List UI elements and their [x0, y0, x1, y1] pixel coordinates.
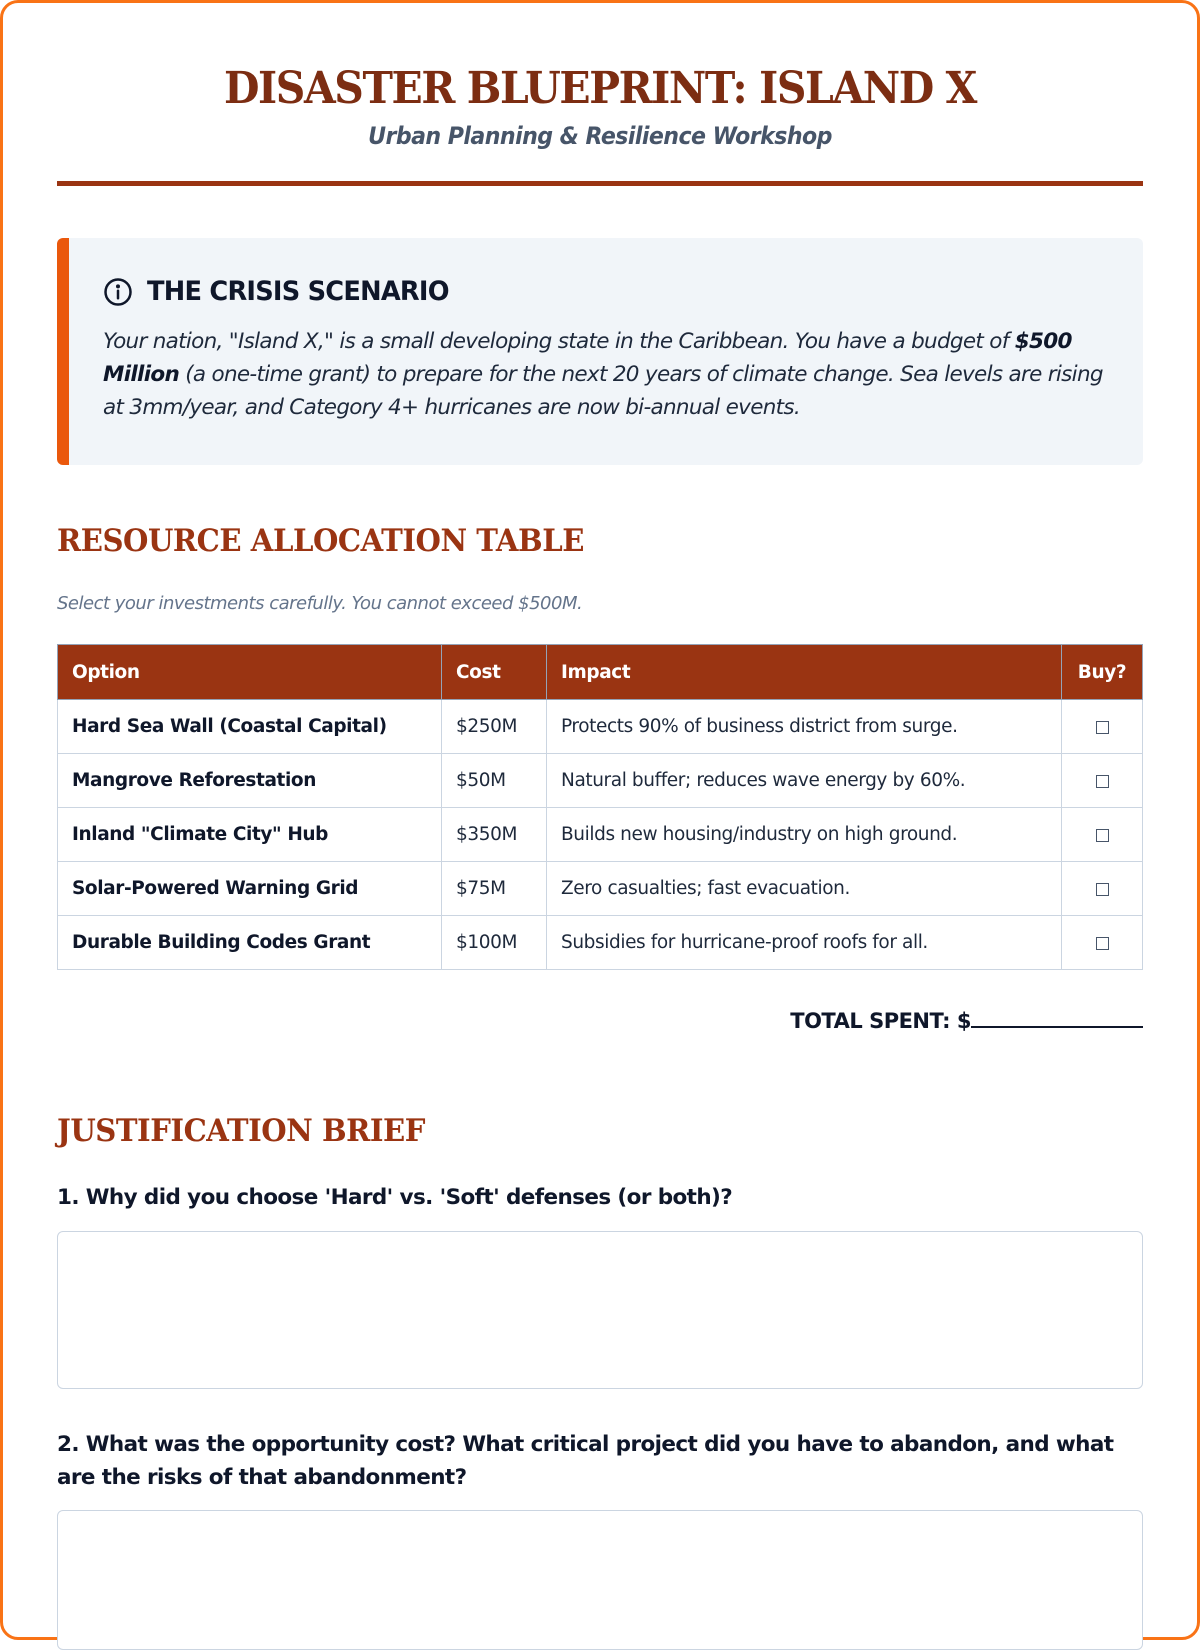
total-spent [57, 1008, 1143, 1033]
option-impact: Subsidies for hurricane-proof roofs for all. [547, 916, 1062, 970]
table-row [58, 808, 1143, 862]
header [57, 3, 1143, 151]
buy-cell [1062, 862, 1143, 916]
crisis-description [103, 325, 1103, 424]
table-header-row [58, 645, 1143, 700]
column-header-option: Option [58, 645, 442, 700]
option-cost: $350M [442, 808, 547, 862]
buy-cell [1062, 808, 1143, 862]
table-row [58, 700, 1143, 754]
crisis-scenario-box [57, 238, 1143, 465]
option-name: Inland "Climate City" Hub [58, 808, 442, 862]
resource-hint: Select your investments carefully. You cannot exceed $500M. [57, 593, 583, 614]
column-header-cost: Cost [442, 645, 547, 700]
crisis-header [103, 276, 1103, 307]
option-name: Hard Sea Wall (Coastal Capital) [58, 700, 442, 754]
question-2-label: 2. What was the opportunity cost? What critical project did you have to abandon, and what are the risks of that abandonment? [57, 1432, 1114, 1490]
column-header-buy: Buy? [1062, 645, 1143, 700]
option-cost: $100M [442, 916, 547, 970]
buy-cell [1062, 754, 1143, 808]
option-impact: Builds new housing/industry on high ground. [547, 808, 1062, 862]
option-cost: $50M [442, 754, 547, 808]
option-impact: Natural buffer; reduces wave energy by 60%. [547, 754, 1062, 808]
justification-section-title: JUSTIFICATION BRIEF [57, 1113, 426, 1149]
crisis-title: THE CRISIS SCENARIO [147, 276, 449, 307]
page-subtitle: Urban Planning & Resilience Workshop [368, 122, 832, 150]
crisis-text-part: (a one-time grant) to prepare for the next 20 years of climate change. Sea levels are rising at 3mm/year, and Category 4+ hurricanes are now bi-annual events. [103, 362, 1103, 420]
option-cost: $75M [442, 862, 547, 916]
resource-allocation-table [57, 644, 1143, 970]
buy-checkbox[interactable] [1096, 721, 1109, 734]
question-1-label: 1. Why did you choose 'Hard' vs. 'Soft' defenses (or both)? [57, 1185, 733, 1210]
table-row [58, 916, 1143, 970]
option-name: Solar-Powered Warning Grid [58, 862, 442, 916]
option-name: Durable Building Codes Grant [58, 916, 442, 970]
option-cost: $250M [442, 700, 547, 754]
buy-checkbox[interactable] [1096, 937, 1109, 950]
option-impact: Zero casualties; fast evacuation. [547, 862, 1062, 916]
buy-checkbox[interactable] [1096, 883, 1109, 896]
buy-cell [1062, 916, 1143, 970]
header-divider [57, 181, 1143, 186]
buy-checkbox[interactable] [1096, 829, 1109, 842]
budget-amount: $500 Million [103, 329, 1072, 387]
resource-section-title: RESOURCE ALLOCATION TABLE [57, 523, 584, 559]
column-header-impact: Impact [547, 645, 1062, 700]
table-row [58, 754, 1143, 808]
option-name: Mangrove Reforestation [58, 754, 442, 808]
total-spent-blank[interactable] [971, 1008, 1143, 1028]
info-circle-icon [103, 277, 133, 307]
question-2-answer[interactable] [57, 1510, 1143, 1650]
question-1-answer[interactable] [57, 1231, 1143, 1389]
option-impact: Protects 90% of business district from surge. [547, 700, 1062, 754]
table-row [58, 862, 1143, 916]
crisis-text-part: Your nation, "Island X," is a small developing state in the Caribbean. You have a budget of [103, 329, 1015, 354]
total-spent-label: TOTAL SPENT: $ [790, 1009, 971, 1033]
buy-cell [1062, 700, 1143, 754]
buy-checkbox[interactable] [1096, 775, 1109, 788]
page-title: DISASTER BLUEPRINT: ISLAND X [223, 63, 977, 114]
